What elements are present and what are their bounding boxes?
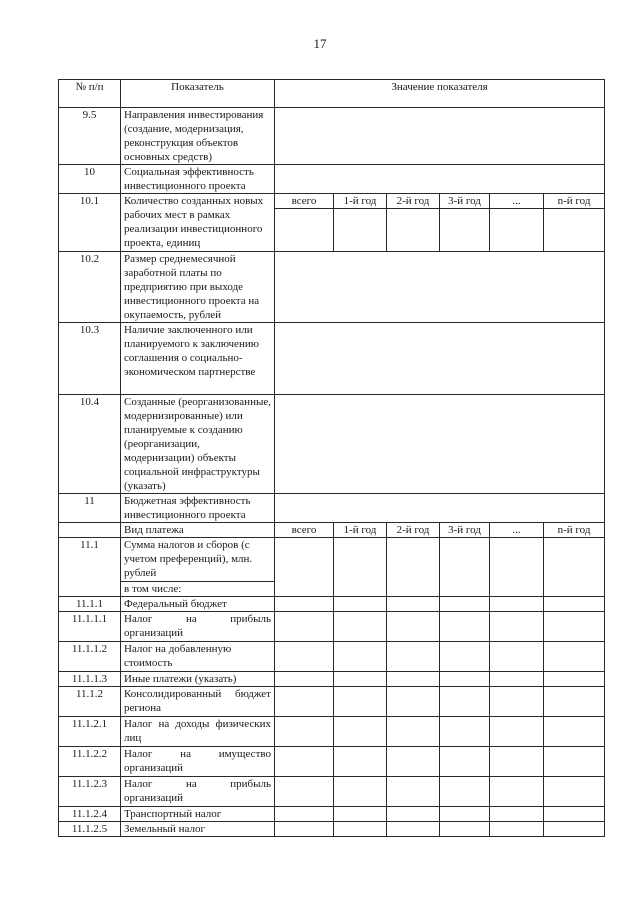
value-cell[interactable] [440,747,490,777]
value-cell[interactable] [275,165,605,194]
value-cell[interactable] [334,777,387,807]
value-cell[interactable] [334,209,387,252]
value-cell[interactable] [387,747,440,777]
row-indicator: Количество созданных новых рабочих мест в рамках реализации инвестиционного проекта, единиц [121,194,275,252]
col-year-n: n-й год [544,194,605,209]
value-cell[interactable] [387,612,440,642]
value-cell[interactable] [440,538,490,597]
value-cell[interactable] [490,597,544,612]
value-cell[interactable] [490,687,544,717]
value-cell[interactable] [334,672,387,687]
table-row [59,597,605,612]
value-cell[interactable] [387,209,440,252]
value-cell[interactable] [440,612,490,642]
row-num: 11.1.1.3 [59,672,121,687]
row-indicator: Налог на прибыль организаций [121,777,275,807]
value-cell[interactable] [544,538,605,597]
col-year-3: 3-й год [440,523,490,538]
table-row [59,323,605,395]
row-indicator: Налог на имущество организаций [121,747,275,777]
table-row [59,108,605,165]
value-cell[interactable] [275,538,334,597]
table-header-row [59,80,605,108]
value-cell[interactable] [440,717,490,747]
value-cell[interactable] [334,642,387,672]
table-row [59,612,605,642]
value-cell[interactable] [544,807,605,822]
header-value: Значение показателя [275,80,605,108]
col-ellipsis: ... [490,194,544,209]
table-row [59,822,605,837]
value-cell[interactable] [544,597,605,612]
value-cell[interactable] [440,822,490,837]
value-cell[interactable] [387,687,440,717]
value-cell[interactable] [334,747,387,777]
value-cell[interactable] [334,807,387,822]
value-cell[interactable] [387,777,440,807]
row-num: 11 [59,494,121,523]
value-cell[interactable] [544,822,605,837]
value-cell[interactable] [544,777,605,807]
table-row [59,494,605,523]
value-cell[interactable] [490,777,544,807]
value-cell[interactable] [387,717,440,747]
row-num: 11.1.1.2 [59,642,121,672]
value-cell[interactable] [490,642,544,672]
row-num: 10.3 [59,323,121,395]
row-num: 11.1.2 [59,687,121,717]
table-row [59,672,605,687]
value-cell[interactable] [490,538,544,597]
col-year-3: 3-й год [440,194,490,209]
col-total: всего [275,194,334,209]
table-row [59,165,605,194]
table-row [59,747,605,777]
value-cell[interactable] [544,717,605,747]
row-num: 11.1.2.1 [59,717,121,747]
table-row [59,687,605,717]
value-cell[interactable] [387,807,440,822]
value-cell[interactable] [544,209,605,252]
value-cell[interactable] [334,717,387,747]
row-num: 10.2 [59,252,121,323]
value-cell[interactable] [490,209,544,252]
table-row [59,538,605,582]
table-row [59,642,605,672]
row-num: 11.1.1.1 [59,612,121,642]
table-row [59,717,605,747]
value-cell[interactable] [440,687,490,717]
value-cell[interactable] [490,807,544,822]
value-cell[interactable] [387,538,440,597]
row-indicator: Бюджетная эффективность инвестиционного проекта [121,494,275,523]
value-cell[interactable] [544,687,605,717]
value-cell[interactable] [544,642,605,672]
row-indicator: Размер среднемесячной заработной платы по предприятию при выходе инвестиционного проекта на окупаемость, рублей [121,252,275,323]
value-cell[interactable] [334,612,387,642]
value-cell[interactable] [275,807,334,822]
table-row [59,807,605,822]
header-num: № п/п [59,80,121,108]
value-cell[interactable] [275,687,334,717]
row-indicator: Земельный налог [121,822,275,837]
header-indicator: Показатель [121,80,275,108]
col-total: всего [275,523,334,538]
col-year-2: 2-й год [387,523,440,538]
value-cell[interactable] [334,687,387,717]
value-cell[interactable] [440,777,490,807]
value-cell[interactable] [275,747,334,777]
value-cell[interactable] [334,538,387,597]
value-cell[interactable] [490,672,544,687]
value-cell[interactable] [275,494,605,523]
row-indicator: Налог на доходы физических лиц [121,717,275,747]
value-cell[interactable] [544,672,605,687]
row-num: 11.1.2.2 [59,747,121,777]
row-indicator: Консолидированный бюджет региона [121,687,275,717]
table-row [59,777,605,807]
value-cell[interactable] [440,807,490,822]
row-indicator: Налог на прибыль организаций [121,612,275,642]
row-num: 11.1 [59,538,121,597]
value-cell[interactable] [334,822,387,837]
table-row [59,252,605,323]
table-row [59,194,605,209]
value-cell[interactable] [275,323,605,395]
value-cell[interactable] [490,822,544,837]
value-cell[interactable] [387,642,440,672]
value-cell[interactable] [544,612,605,642]
row-num: 10.4 [59,395,121,494]
value-cell[interactable] [275,395,605,494]
row-num: 9.5 [59,108,121,165]
value-cell[interactable] [275,597,334,612]
row-num: 11.1.1 [59,597,121,612]
row-indicator: Социальная эффективность инвестиционного проекта [121,165,275,194]
value-cell[interactable] [387,672,440,687]
row-indicator: Транспортный налог [121,807,275,822]
row-indicator: Направления инвестирования (создание, модернизация, реконструкция объектов основных средств) [121,108,275,165]
col-year-2: 2-й год [387,194,440,209]
indicator-table [58,79,605,837]
row-indicator: Сумма налогов и сборов (с учетом преференций), млн. рублей [121,538,275,582]
row-num: 10.1 [59,194,121,252]
row-indicator: Наличие заключенного или планируемого к заключению соглашения о социально-экономическом партнерстве [121,323,275,395]
value-cell[interactable] [275,108,605,165]
value-cell[interactable] [387,597,440,612]
row-num: 11.1.2.3 [59,777,121,807]
value-cell[interactable] [490,747,544,777]
row-indicator: Федеральный бюджет [121,597,275,612]
table-row [59,395,605,494]
row-num: 10 [59,165,121,194]
value-cell[interactable] [440,672,490,687]
table-row [59,523,605,538]
value-cell[interactable] [334,597,387,612]
row-num-empty [59,523,121,538]
value-cell[interactable] [275,252,605,323]
value-cell[interactable] [544,747,605,777]
row-indicator: Налог на добавленную стоимость [121,642,275,672]
value-cell[interactable] [275,612,334,642]
col-ellipsis: ... [490,523,544,538]
value-cell[interactable] [275,672,334,687]
page-number: 17 [313,36,327,51]
value-cell[interactable] [275,717,334,747]
value-cell[interactable] [490,612,544,642]
col-year-1: 1-й год [334,194,387,209]
payment-type-label: Вид платежа [121,523,275,538]
value-cell[interactable] [275,777,334,807]
value-cell[interactable] [440,209,490,252]
value-cell[interactable] [387,822,440,837]
row-indicator: Созданные (реорганизованные, модернизированные) или планируемые к созданию (реорганизации, модернизации) объекты социальной инфраструктуры (указать) [121,395,275,494]
value-cell[interactable] [440,597,490,612]
col-year-1: 1-й год [334,523,387,538]
value-cell[interactable] [275,642,334,672]
row-num: 11.1.2.4 [59,807,121,822]
value-cell[interactable] [275,822,334,837]
value-cell[interactable] [275,209,334,252]
row-num: 11.1.2.5 [59,822,121,837]
value-cell[interactable] [440,642,490,672]
value-cell[interactable] [490,717,544,747]
row-indicator: Иные платежи (указать) [121,672,275,687]
col-year-n: n-й год [544,523,605,538]
row-note: в том числе: [121,582,275,597]
